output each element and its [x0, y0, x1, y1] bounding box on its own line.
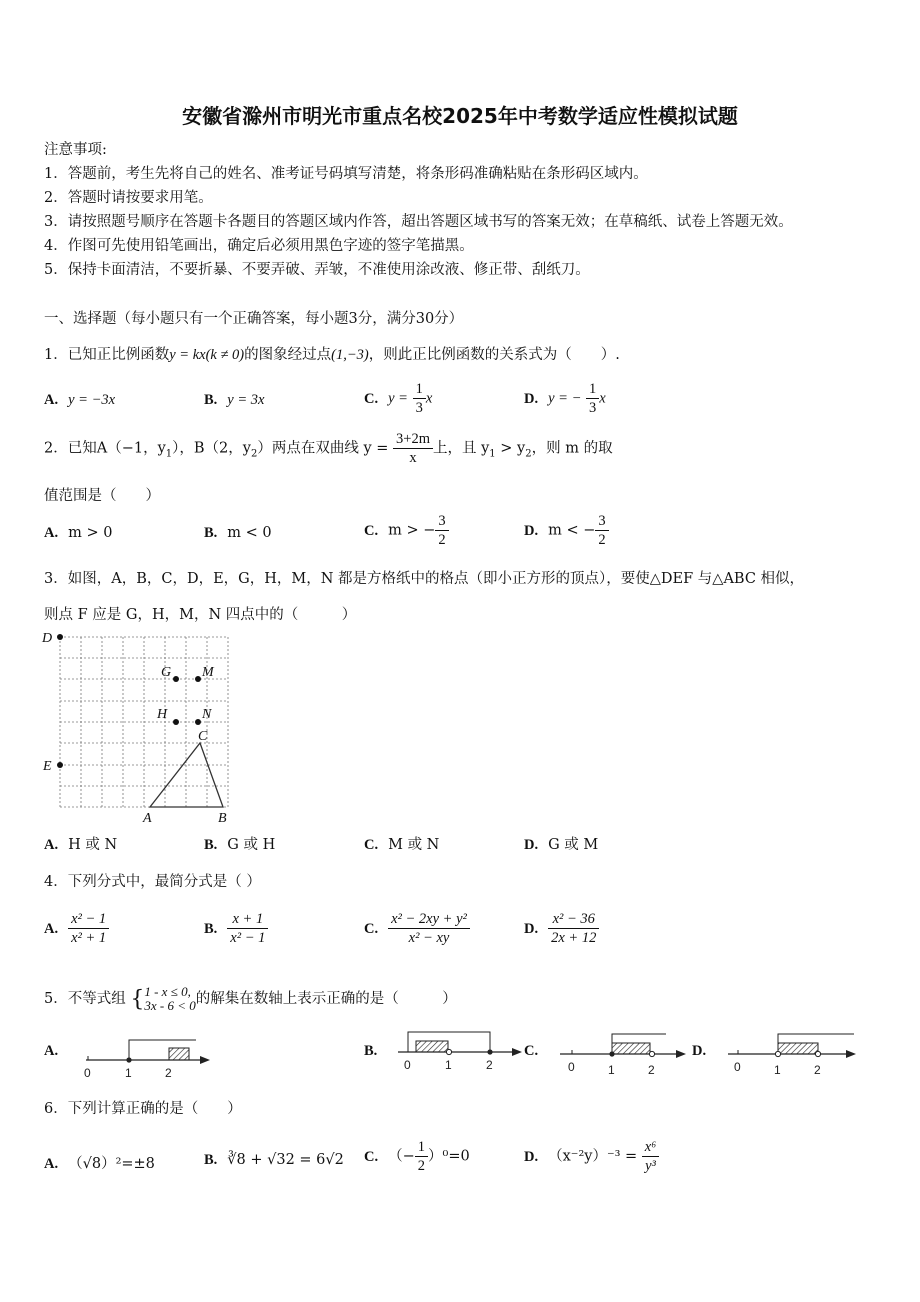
page-title: 安徽省滁州市明光市重点名校2025年中考数学适应性模拟试题: [182, 104, 738, 128]
note-item: 5．保持卡面清洁，不要折暴、不要弄破、弄皱，不准使用涂改液、修正带、刮纸刀。: [44, 262, 590, 278]
point-n: [195, 719, 201, 725]
q6-option-a[interactable]: A. （√8）²=±8: [44, 1156, 155, 1172]
q4-option-c[interactable]: C. $\frac{\text{x² − 2xy + y²}}{\text{x² − xy}}$: [364, 910, 470, 947]
label-g: G: [161, 665, 172, 680]
q5-option-c-letter[interactable]: C.: [524, 1043, 539, 1059]
q3-option-d[interactable]: D. G 或 M: [524, 837, 599, 853]
q4-option-b[interactable]: B. $\frac{x + 1}{\text{x² − 1}}$: [204, 910, 268, 947]
tick-label: 2: [165, 1066, 172, 1080]
q5-numberline-a[interactable]: [76, 1032, 216, 1080]
point-h: [173, 719, 179, 725]
tick-label: 2: [648, 1063, 655, 1077]
q5-option-d-letter[interactable]: D.: [692, 1043, 707, 1059]
q5-option-b-letter[interactable]: B.: [364, 1043, 378, 1059]
question-1-stem: 1．已知正比例函数y = kx(k ≠ 0)的图象经过点(1,−3)，则此正比例函数的关系式为（ ）.: [44, 347, 620, 363]
point-g: [173, 676, 179, 682]
question-5-stem: 5．不等式组 {1 - x ≤ 0, 3x - 6 < 0的解集在数轴上表示正确的是（ ）: [44, 984, 457, 1013]
q2-option-b[interactable]: B. m < 0: [204, 525, 272, 541]
tick-label: 1: [774, 1063, 781, 1077]
note-item: 1．答题前，考生先将自己的姓名、准考证号码填写清楚，将条形码准确粘贴在条形码区域内。: [44, 166, 648, 182]
q1-option-c[interactable]: C. y = $\frac{1}{3}$ x: [364, 381, 433, 417]
question-3-stem: 3．如图，A，B，C，D，E，G，H，M，N 都是方格纸中的格点（即小正方形的顶点），要使△DEF 与△ABC 相似，: [44, 571, 805, 587]
q1-option-d[interactable]: D. y = − $\frac{1}{3}$ x: [524, 381, 606, 417]
q5-numberline-b[interactable]: [394, 1028, 530, 1076]
tick-label: 2: [814, 1063, 821, 1077]
q1-option-a[interactable]: A. y = −3x: [44, 392, 116, 408]
tick-label: 0: [404, 1058, 411, 1072]
q5-numberline-d[interactable]: [724, 1030, 864, 1078]
label-n: N: [202, 707, 212, 722]
label-c: C: [198, 729, 208, 744]
q2-option-a[interactable]: A. m > 0: [44, 525, 113, 541]
triangle-abc: [150, 743, 223, 807]
tick-label: 1: [608, 1063, 615, 1077]
system-line-2: 3x - 6 < 0: [144, 998, 196, 1013]
q6-option-c[interactable]: C. （− $\frac{1}{2}$ ）⁰=0: [364, 1139, 470, 1175]
label-b: B: [218, 811, 227, 824]
point-m: [195, 676, 201, 682]
q3-option-b[interactable]: B. G 或 H: [204, 837, 276, 853]
q5-numberline-c[interactable]: [556, 1030, 692, 1078]
label-a: A: [143, 811, 152, 824]
note-item: 3．请按照题号顺序在答题卡各题目的答题区域内作答，超出答题区域书写的答案无效；在草稿纸、试卷上答题无效。: [44, 214, 793, 230]
tick-label: 0: [84, 1066, 91, 1080]
point-d: [57, 634, 63, 640]
note-item: 2．答题时请按要求用笔。: [44, 190, 213, 206]
tick-label: 0: [568, 1060, 575, 1074]
system-line-1: 1 - x ≤ 0,: [144, 984, 191, 999]
q2-option-c[interactable]: C. m > − $\frac{3}{2}$: [364, 512, 449, 549]
question-2-stem-cont: 值范围是（ ）: [44, 488, 160, 504]
q3-option-a[interactable]: A. H 或 N: [44, 837, 118, 853]
note-item: 4．作图可先使用铅笔画出，确定后必须用黑色字迹的签字笔描黑。: [44, 238, 474, 254]
grid-figure: [40, 628, 240, 824]
question-3-stem-cont: 则点 F 应是 G，H，M，N 四点中的（ ）: [44, 607, 357, 623]
q4-option-a[interactable]: A. $\frac{\text{x² − 1}}{\text{x² + 1}}$: [44, 910, 109, 947]
q1-option-b[interactable]: B. y = 3x: [204, 392, 265, 408]
q6-option-b[interactable]: B. ∛8 + √32 = 6√2: [204, 1152, 344, 1168]
label-d: D: [42, 631, 53, 646]
label-m: M: [202, 665, 214, 680]
question-6-stem: 6．下列计算正确的是（ ）: [44, 1101, 242, 1117]
question-2-stem: 2．已知A（−1，$y_1$），B（2，$y_2$）两点在双曲线 y = $\frac{3+2m}{x}$ 上，且 $y_1 > y_2$，则 m 的取: [44, 431, 613, 467]
point-e: [57, 762, 63, 768]
label-e: E: [43, 759, 52, 774]
notes-heading: 注意事项:: [44, 142, 107, 158]
q2-option-d[interactable]: D. m < − $\frac{3}{2}$: [524, 512, 609, 549]
question-4-stem: 4．下列分式中，最简分式是（ ）: [44, 874, 261, 890]
tick-label: 1: [125, 1066, 132, 1080]
tick-label: 1: [445, 1058, 452, 1072]
label-h: H: [157, 707, 168, 722]
tick-label: 2: [486, 1058, 493, 1072]
tick-label: 0: [734, 1060, 741, 1074]
q4-option-d[interactable]: D. $\frac{\text{x² − 36}}{2x + 12}$: [524, 910, 599, 947]
q6-option-d[interactable]: D. （x⁻²y）⁻³ = $\frac{\text{x⁶}}{\text{y³}}$: [524, 1138, 659, 1175]
q3-option-c[interactable]: C. M 或 N: [364, 837, 440, 853]
q5-option-a-letter[interactable]: A.: [44, 1043, 59, 1059]
section-heading: 一、选择题（每小题只有一个正确答案，每小题3分，满分30分）: [44, 311, 464, 327]
